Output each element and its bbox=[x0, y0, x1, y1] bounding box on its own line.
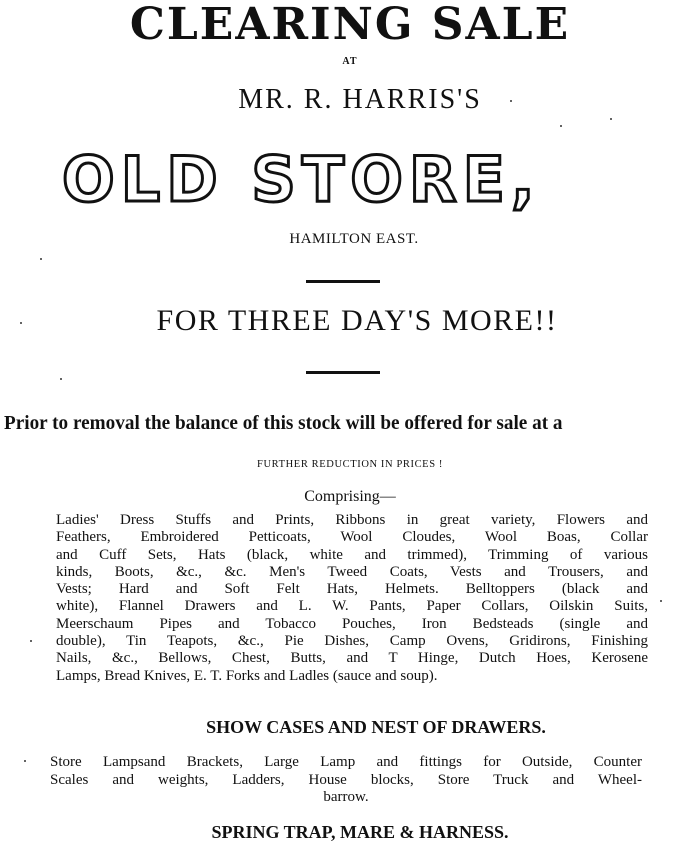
fittings-list bbox=[50, 754, 642, 807]
stock-list-line: Meerschaum Pipes and Tobacco Pouches, Iron Bedsteads (single and bbox=[56, 615, 648, 632]
stock-list-line: kinds, Boots, &c., &c. Men's Tweed Coats, Vests and Trousers, and bbox=[56, 563, 648, 580]
stock-list-line: and Cuff Sets, Hats (black, white and trimmed), Trimming of various bbox=[56, 546, 648, 563]
fittings-line: Scales and weights, Ladders, House blocks, Store Truck and Wheel- bbox=[50, 771, 642, 788]
print-speck bbox=[660, 600, 662, 602]
comprising-label: Comprising— bbox=[304, 488, 396, 505]
at-label: AT bbox=[342, 56, 358, 67]
print-speck bbox=[40, 258, 42, 260]
stock-list-line: Vests; Hard and Soft Felt Hats, Helmets. Belltoppers (black and bbox=[56, 581, 648, 598]
stock-list-line: Lamps, Bread Knives, E. T. Forks and Ladles (sauce and soup). bbox=[56, 667, 438, 684]
reduction-notice: FURTHER REDUCTION IN PRICES ! bbox=[257, 459, 443, 470]
divider-rule-top bbox=[306, 280, 380, 283]
show-cases-heading: SHOW CASES AND NEST OF DRAWERS. bbox=[206, 717, 546, 737]
stock-list-line: Nails, &c., Bellows, Chest, Butts, and T Hinge, Dutch Hoes, Kerosene bbox=[56, 650, 648, 667]
clearing-sale-heading: CLEARING SALE bbox=[129, 0, 571, 50]
fittings-line: barrow. bbox=[323, 789, 369, 805]
fittings-line: Store Lampsand Brackets, Large Lamp and fittings for Outside, Counter bbox=[50, 754, 642, 770]
divider-rule-bottom bbox=[306, 371, 380, 374]
location-label: HAMILTON EAST. bbox=[289, 231, 419, 247]
stock-list-line: Ladies' Dress Stuffs and Prints, Ribbons in great variety, Flowers and bbox=[56, 512, 648, 528]
print-speck bbox=[560, 125, 562, 127]
print-speck bbox=[60, 378, 62, 380]
print-speck bbox=[20, 322, 22, 324]
print-speck bbox=[510, 100, 512, 102]
removal-notice: Prior to removal the balance of this stock will be offered for sale at a bbox=[4, 412, 563, 434]
stock-list bbox=[56, 512, 648, 685]
store-name-heading: OLD STORE, bbox=[62, 143, 541, 216]
stock-list-line: double), Tin Teapots, &c., Pie Dishes, Camp Ovens, Gridirons, Finishing bbox=[56, 633, 648, 650]
print-speck bbox=[30, 640, 32, 642]
stock-list-line: white), Flannel Drawers and L. W. Pants, Paper Collars, Oilskin Suits, bbox=[56, 598, 648, 615]
print-speck bbox=[610, 118, 612, 120]
duration-heading: FOR THREE DAY'S MORE!! bbox=[156, 304, 558, 337]
print-speck bbox=[24, 760, 26, 762]
spring-trap-heading: SPRING TRAP, MARE & HARNESS. bbox=[211, 822, 509, 842]
proprietor-name: MR. R. HARRIS'S bbox=[238, 84, 482, 115]
stock-list-line: Feathers, Embroidered Petticoats, Wool Cloudes, Wool Boas, Collar bbox=[56, 529, 648, 546]
